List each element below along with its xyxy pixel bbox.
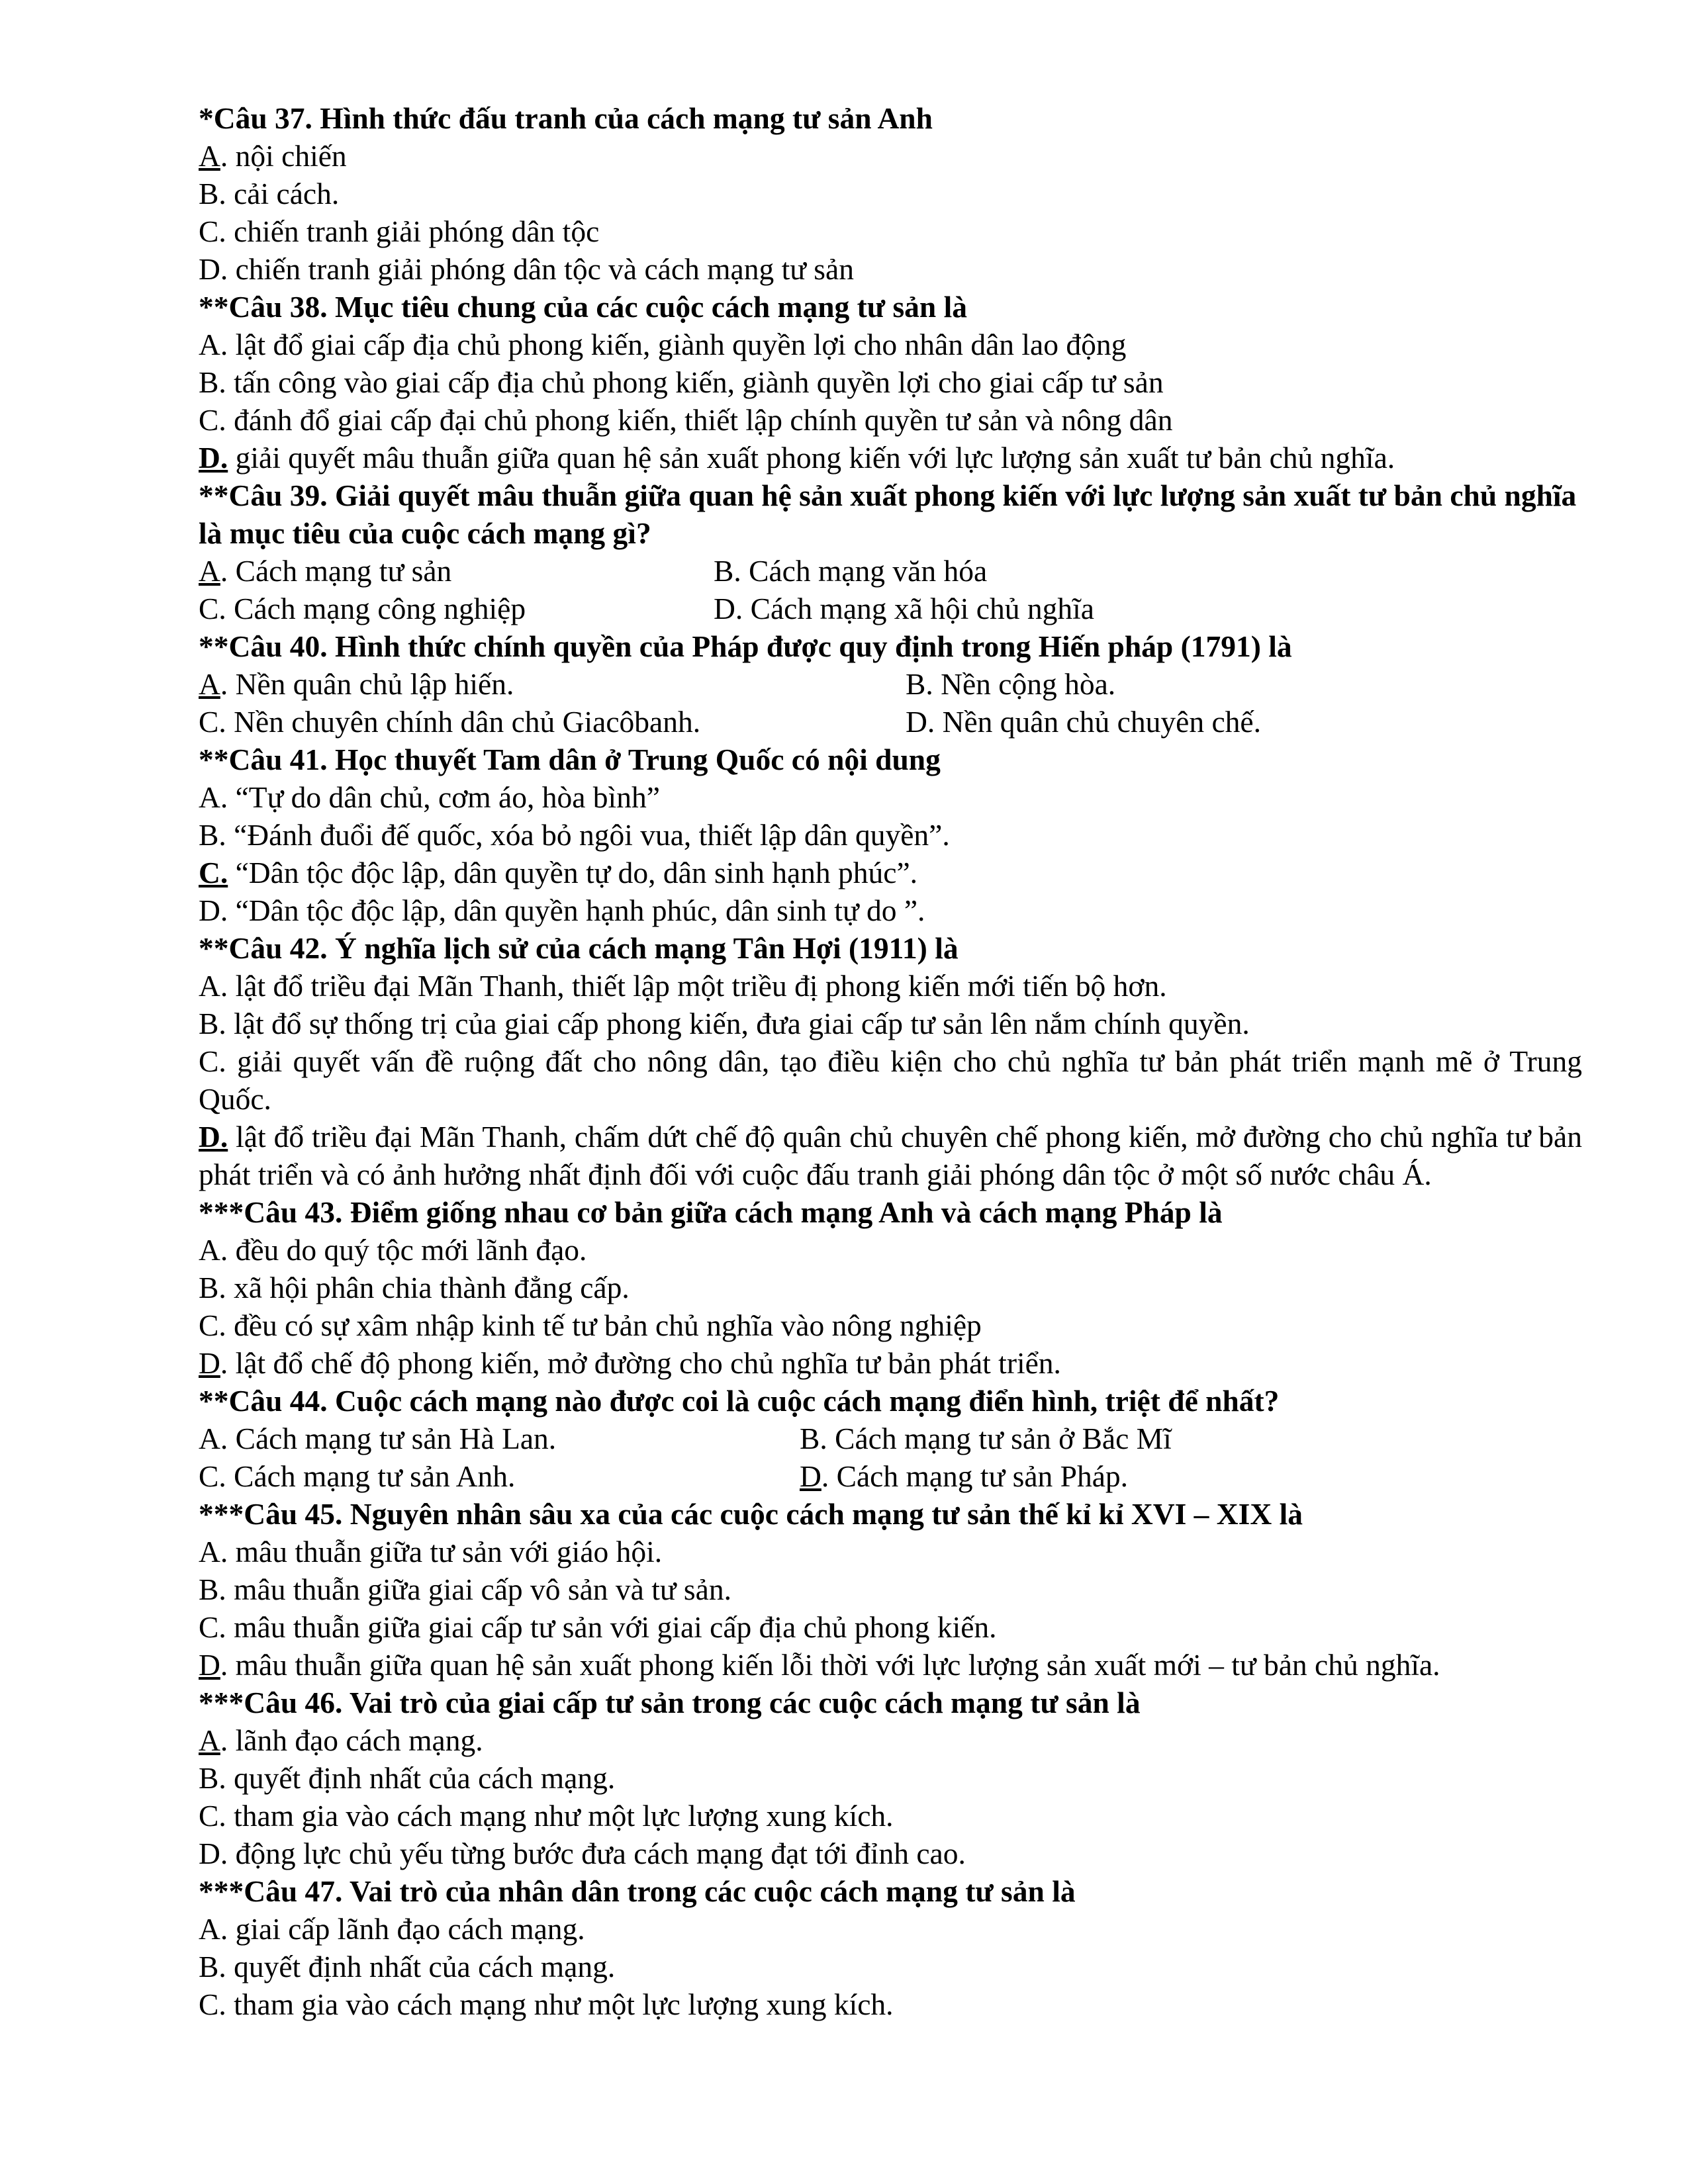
option-d: D. giải quyết mâu thuẫn giữa quan hệ sản xuất phong kiến với lực lượng sản xuất tư bản chủ nghĩa. [199, 441, 1395, 475]
option-d: D. động lực chủ yếu từng bước đưa cách mạng đạt tới đỉnh cao. [199, 1837, 966, 1870]
option-b: B. tấn công vào giai cấp địa chủ phong kiến, giành quyền lợi cho giai cấp tư sản [199, 365, 1164, 399]
question-41 [199, 741, 1582, 929]
question-47 [199, 1872, 1582, 2023]
option-b: B. lật đổ sự thống trị của giai cấp phong kiến, đưa giai cấp tư sản lên nắm chính quyền. [199, 1007, 1250, 1040]
option-d: D. Cách mạng tư sản Pháp. [800, 1459, 1129, 1493]
question-title: *Câu 37. Hình thức đấu tranh của cách mạng tư sản Anh [199, 101, 933, 135]
option-d: D. lật đổ chế độ phong kiến, mở đường cho chủ nghĩa tư bản phát triển. [199, 1346, 1061, 1380]
question-45 [199, 1495, 1582, 1684]
question-title: **Câu 40. Hình thức chính quyền của Pháp được quy định trong Hiến pháp (1791) là [199, 629, 1292, 663]
question-title: **Câu 38. Mục tiêu chung của các cuộc cách mạng tư sản là [199, 290, 967, 324]
option-a: A. “Tự do dân chủ, cơm áo, hòa bình” [199, 780, 660, 814]
option-c: C. chiến tranh giải phóng dân tộc [199, 214, 600, 248]
option-d: D. “Dân tộc độc lập, dân quyền hạnh phúc, dân sinh tự do ”. [199, 893, 925, 927]
option-b: B. Cách mạng tư sản ở Bắc Mĩ [800, 1422, 1172, 1455]
answer-letter: A [199, 1723, 220, 1757]
option-a: A. Cách mạng tư sản Hà Lan. [199, 1422, 557, 1455]
question-40 [199, 627, 1582, 741]
option-a: A. lật đổ triều đại Mãn Thanh, thiết lập một triều đị phong kiến mới tiến bộ hơn. [199, 969, 1167, 1003]
option-d: D. mâu thuẫn giữa quan hệ sản xuất phong kiến lỗi thời với lực lượng sản xuất mới – tư bản chủ nghĩa. [199, 1648, 1440, 1682]
answer-letter: D. [199, 1120, 228, 1154]
option-c: C. tham gia vào cách mạng như một lực lượng xung kích. [199, 1799, 894, 1833]
question-42 [199, 929, 1582, 1193]
option-c: C. đều có sự xâm nhập kinh tế tư bản chủ nghĩa vào nông nghiệp [199, 1308, 982, 1342]
option-row [199, 665, 1582, 703]
option-c: C. giải quyết vấn đề ruộng đất cho nông dân, tạo điều kiện cho chủ nghĩa tư bản phát triển mạnh mẽ ở Trung Quốc. [199, 1044, 1582, 1116]
option-a: A. mâu thuẫn giữa tư sản với giáo hội. [199, 1535, 663, 1569]
question-title: ***Câu 46. Vai trò của giai cấp tư sản trong các cuộc cách mạng tư sản là [199, 1686, 1141, 1719]
question-39 [199, 477, 1582, 627]
option-b: B. quyết định nhất của cách mạng. [199, 1950, 616, 1983]
option-a: A. Cách mạng tư sản [199, 554, 452, 588]
answer-letter: D [199, 1346, 220, 1380]
option-b: B. quyết định nhất của cách mạng. [199, 1761, 616, 1795]
option-a: A. lật đổ giai cấp địa chủ phong kiến, giành quyền lợi cho nhân dân lao động [199, 328, 1127, 361]
question-43 [199, 1193, 1582, 1382]
answer-letter: A [199, 667, 220, 701]
option-c: C. tham gia vào cách mạng như một lực lượng xung kích. [199, 1987, 894, 2021]
option-b: B. Nền cộng hòa. [906, 667, 1116, 701]
answer-letter: C. [199, 856, 228, 889]
question-37 [199, 99, 1582, 288]
option-b: B. mâu thuẫn giữa giai cấp vô sản và tư sản. [199, 1572, 731, 1606]
answer-letter: D. [199, 441, 228, 475]
option-c: C. đánh đổ giai cấp đại chủ phong kiến, thiết lập chính quyền tư sản và nông dân [199, 403, 1173, 437]
option-row [199, 590, 1582, 627]
question-46 [199, 1684, 1582, 1872]
option-a: A. nội chiến [199, 139, 347, 173]
question-title: **Câu 39. Giải quyết mâu thuẫn giữa quan hệ sản xuất phong kiến với lực lượng sản xuất tư bản chủ nghĩa là mục tiêu của cuộc cách mạng gì? [199, 478, 1577, 550]
option-row [199, 1420, 1582, 1457]
option-c: C. mâu thuẫn giữa giai cấp tư sản với giai cấp địa chủ phong kiến. [199, 1610, 997, 1644]
option-b: B. Cách mạng văn hóa [714, 554, 988, 588]
option-d: D. Nền quân chủ chuyên chế. [906, 705, 1261, 739]
option-b: B. cải cách. [199, 177, 340, 210]
question-title: **Câu 44. Cuộc cách mạng nào được coi là cuộc cách mạng điển hình, triệt để nhất? [199, 1384, 1280, 1418]
question-title: ***Câu 45. Nguyên nhân sâu xa của các cuộc cách mạng tư sản thế kỉ kỉ XVI – XIX là [199, 1497, 1303, 1531]
option-a: A. đều do quý tộc mới lãnh đạo. [199, 1233, 587, 1267]
option-a: A. Nền quân chủ lập hiến. [199, 667, 514, 701]
answer-letter: D [199, 1648, 220, 1682]
question-title: **Câu 42. Ý nghĩa lịch sử của cách mạng Tân Hợi (1911) là [199, 931, 959, 965]
document-page [199, 99, 1582, 2023]
option-d: D. lật đổ triều đại Mãn Thanh, chấm dứt chế độ quân chủ chuyên chế phong kiến, mở đường cho chủ nghĩa tư bản phát triển và có ảnh hưởng nhất định đối với cuộc đấu tranh giải phóng dân tộc ở một số nước châu Á. [199, 1120, 1582, 1191]
option-row [199, 703, 1582, 741]
question-44 [199, 1382, 1582, 1495]
option-d: D. chiến tranh giải phóng dân tộc và cách mạng tư sản [199, 252, 854, 286]
option-a: A. lãnh đạo cách mạng. [199, 1723, 483, 1757]
option-c: C. Nền chuyên chính dân chủ Giacôbanh. [199, 705, 701, 739]
option-row [199, 1457, 1582, 1495]
option-a: A. giai cấp lãnh đạo cách mạng. [199, 1912, 585, 1946]
answer-letter: D [800, 1459, 821, 1493]
answer-letter: A [199, 139, 220, 173]
option-d: D. Cách mạng xã hội chủ nghĩa [714, 592, 1094, 625]
option-c: C. Cách mạng tư sản Anh. [199, 1459, 516, 1493]
option-c: C. “Dân tộc độc lập, dân quyền tự do, dân sinh hạnh phúc”. [199, 856, 918, 889]
answer-letter: A [199, 554, 220, 588]
question-38 [199, 288, 1582, 477]
option-b: B. “Đánh đuổi đế quốc, xóa bỏ ngôi vua, thiết lập dân quyền”. [199, 818, 950, 852]
option-b: B. xã hội phân chia thành đẳng cấp. [199, 1271, 630, 1304]
option-row [199, 552, 1582, 590]
question-title: ***Câu 47. Vai trò của nhân dân trong các cuộc cách mạng tư sản là [199, 1874, 1076, 1908]
question-title: **Câu 41. Học thuyết Tam dân ở Trung Quốc có nội dung [199, 743, 941, 776]
option-c: C. Cách mạng công nghiệp [199, 592, 526, 625]
question-title: ***Câu 43. Điểm giống nhau cơ bản giữa cách mạng Anh và cách mạng Pháp là [199, 1195, 1223, 1229]
